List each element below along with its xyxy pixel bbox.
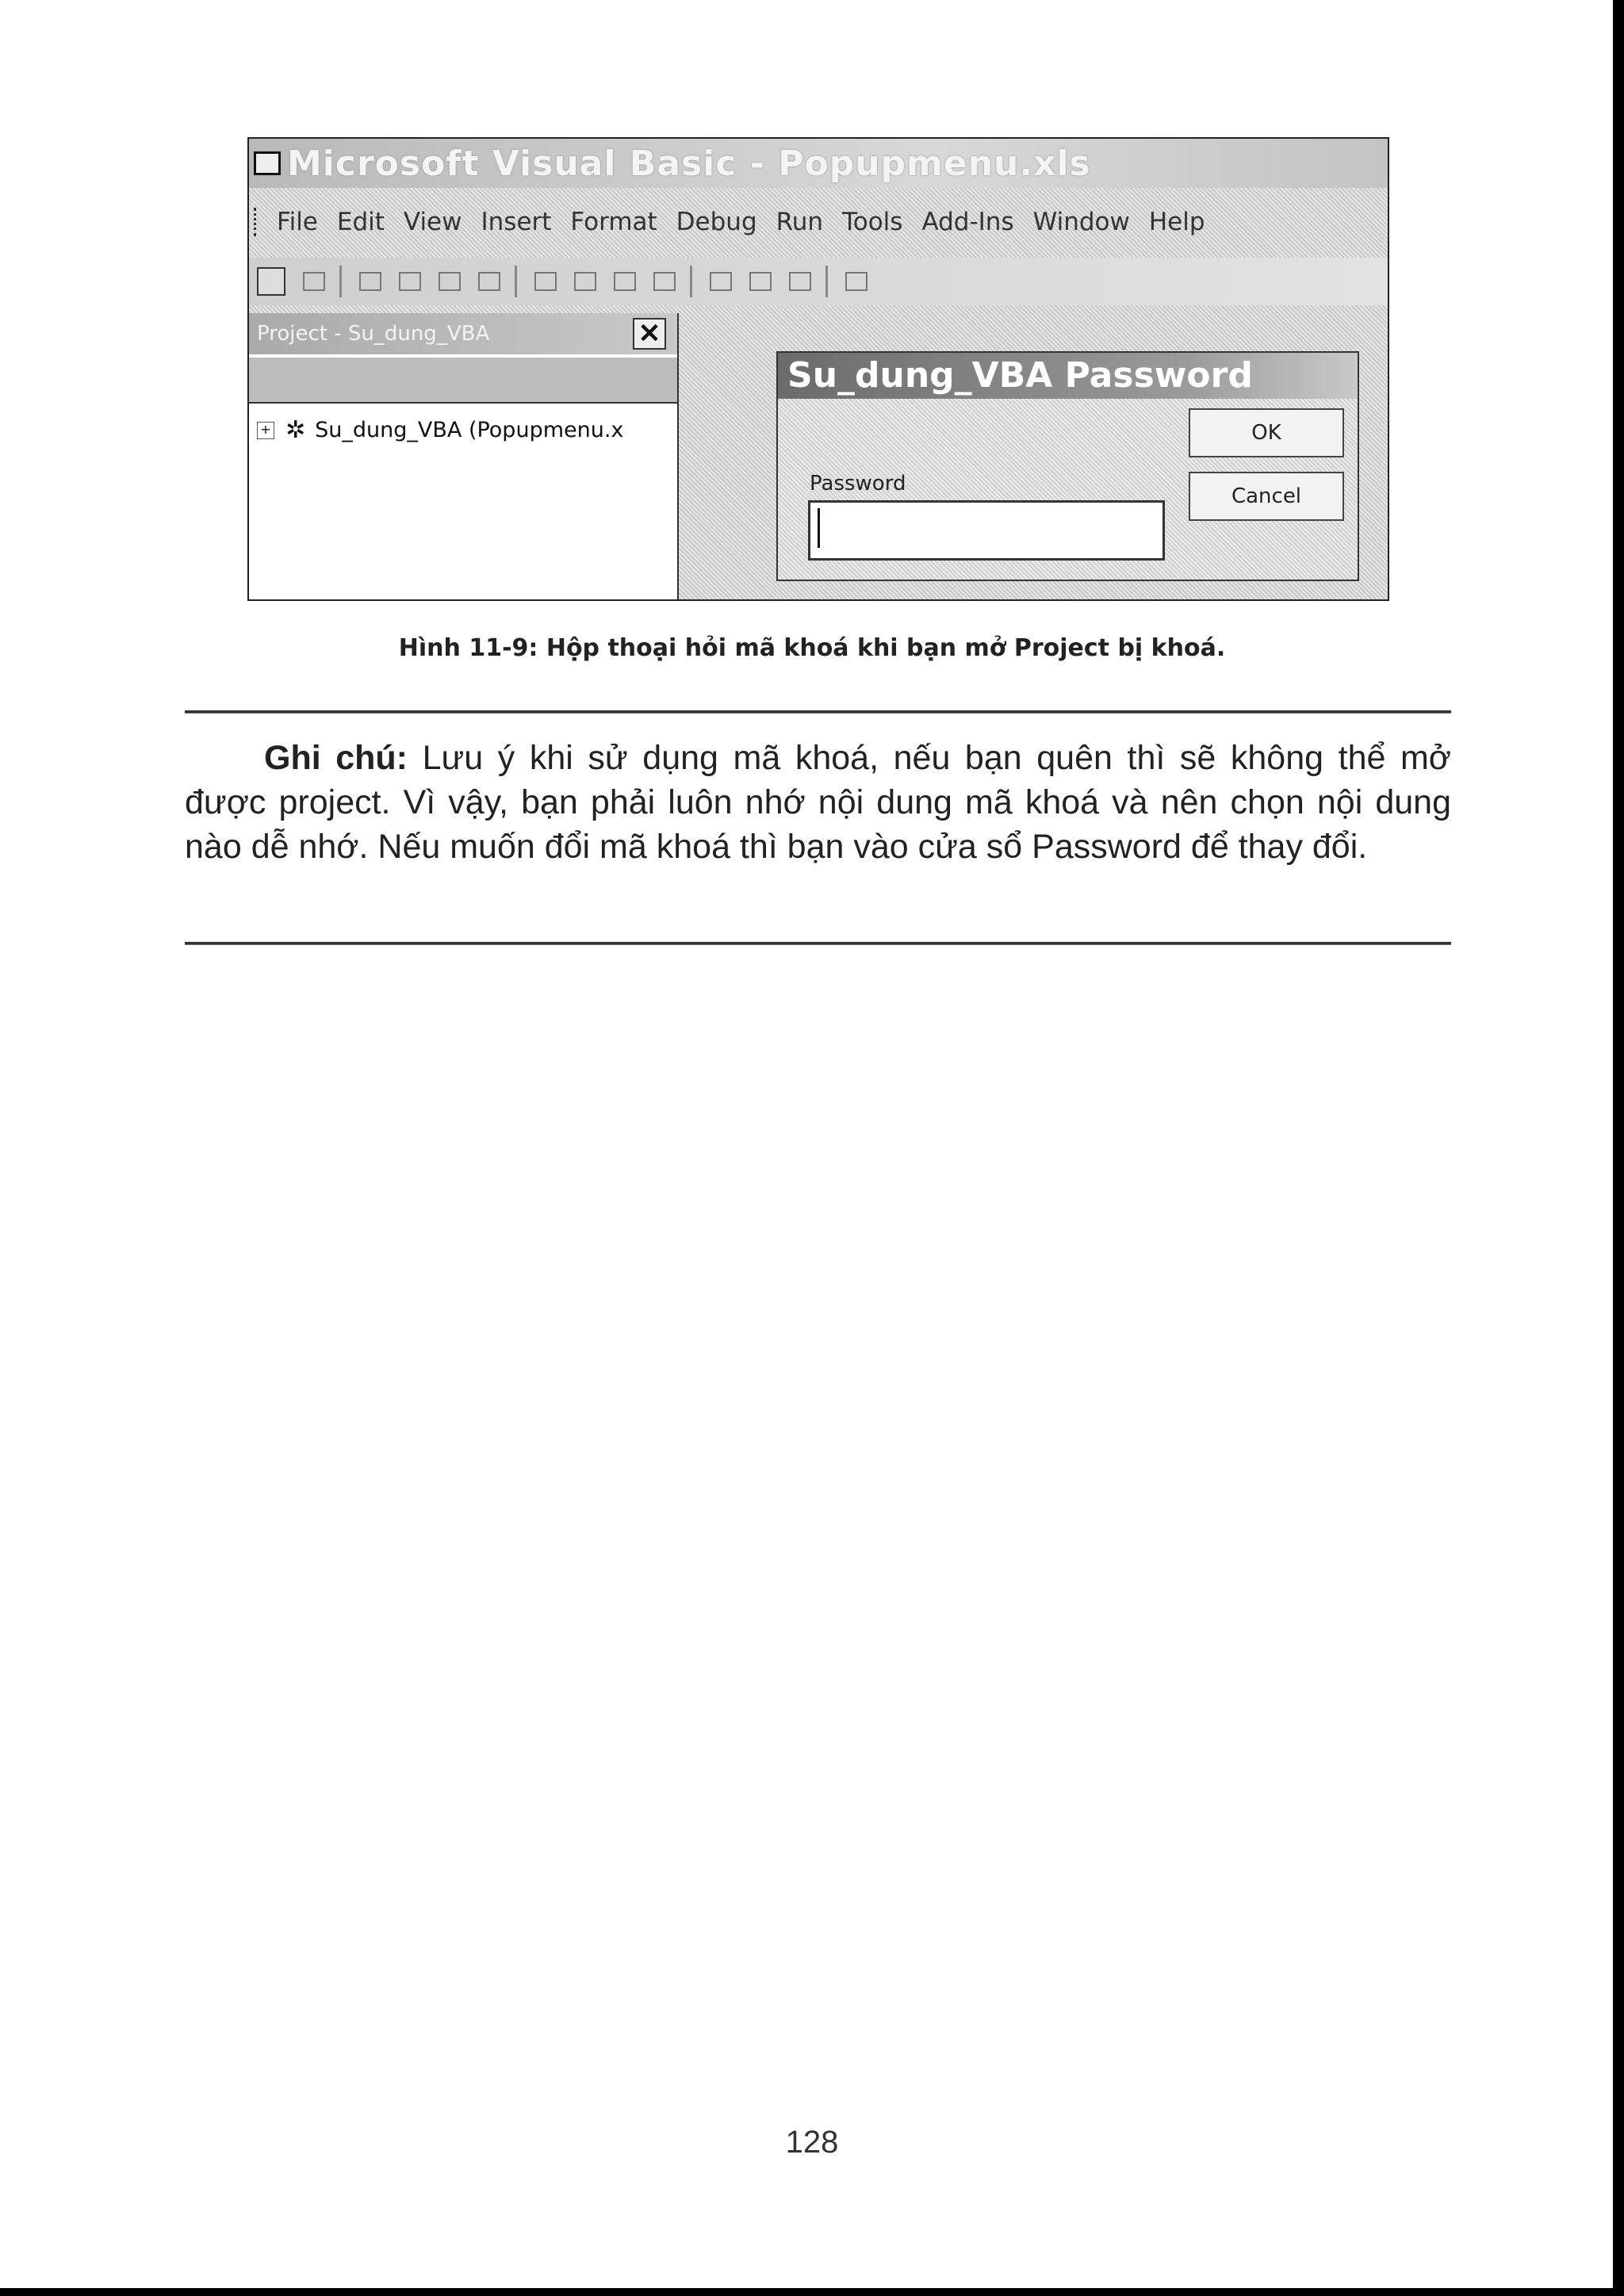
password-dialog	[776, 351, 1359, 581]
note-label: Ghi chú:	[264, 739, 408, 777]
note-bottom-rule	[185, 942, 1451, 945]
vba-app-icon	[254, 151, 281, 175]
project-explorer-panel	[249, 313, 679, 601]
menu-run[interactable]: Run	[776, 208, 824, 236]
menu-insert[interactable]: Insert	[481, 208, 552, 236]
toolbar-separator	[515, 266, 517, 297]
object-browser-icon[interactable]	[789, 272, 811, 291]
design-mode-icon[interactable]	[653, 272, 676, 291]
menu-format[interactable]: Format	[570, 208, 657, 236]
pause-icon[interactable]	[574, 272, 596, 291]
page-number: 128	[785, 2125, 839, 2160]
vba-project-icon: ✲	[285, 416, 306, 444]
menu-help[interactable]: Help	[1148, 208, 1205, 236]
menu-add-ins[interactable]: Add-Ins	[921, 208, 1014, 236]
cancel-button[interactable]: Cancel	[1189, 472, 1344, 521]
menu-bar	[249, 202, 1388, 242]
toolbar-separator	[339, 266, 342, 297]
text-caret	[818, 508, 820, 548]
note-top-rule	[185, 710, 1451, 714]
window-titlebar	[249, 139, 1388, 188]
project-panel-toolbar	[249, 358, 677, 404]
project-explorer-icon[interactable]	[710, 272, 732, 291]
run-icon[interactable]	[534, 272, 557, 291]
menu-view[interactable]: View	[403, 208, 462, 236]
tree-item-label: Su_dung_VBA (Popupmenu.x	[315, 418, 624, 442]
window-title: Microsoft Visual Basic - Popupmenu.xls	[287, 143, 1091, 184]
save-icon[interactable]	[359, 272, 381, 291]
password-label: Password	[810, 472, 906, 496]
project-panel-title: Project - Su_dung_VBA	[249, 313, 677, 354]
expand-icon[interactable]: +	[257, 422, 274, 439]
menu-tools[interactable]: Tools	[842, 208, 903, 236]
paste-icon[interactable]	[478, 272, 500, 291]
copy-icon[interactable]	[439, 272, 461, 291]
menubar-grip[interactable]	[254, 208, 264, 236]
page-edge-right	[1613, 0, 1624, 2296]
menu-file[interactable]: File	[277, 208, 318, 236]
password-dialog-title: Su_dung_VBA Password	[778, 353, 1358, 399]
toolbar-separator	[690, 266, 692, 297]
ok-button[interactable]: OK	[1189, 408, 1344, 457]
properties-icon[interactable]	[749, 272, 772, 291]
menu-debug[interactable]: Debug	[676, 208, 757, 236]
close-icon[interactable]: ✕	[633, 318, 666, 350]
figure-caption: Hình 11-9: Hộp thoại hỏi mã khoá khi bạn mở Project bị khoá.	[398, 634, 1226, 662]
toolbar-separator	[825, 266, 828, 297]
standard-toolbar	[249, 258, 1388, 305]
vba-screenshot-figure	[247, 137, 1389, 601]
menu-window[interactable]: Window	[1032, 208, 1130, 236]
cut-icon[interactable]	[399, 272, 421, 291]
note-paragraph	[185, 736, 1451, 869]
excel-view-icon[interactable]	[257, 267, 285, 296]
page-edge-bottom	[0, 2288, 1624, 2296]
help-icon[interactable]	[845, 272, 868, 291]
password-input[interactable]	[808, 500, 1165, 561]
reset-icon[interactable]	[614, 272, 636, 291]
tree-item-project[interactable]	[257, 416, 623, 444]
note-text: Lưu ý khi sử dụng mã khoá, nếu bạn quên thì sẽ không thể mở được project. Vì vậy, bạn phải luôn nhớ nội dung mã khoá và nên chọn nội dung nào dễ nhớ. Nếu muốn đổi mã khoá thì bạn vào cửa sổ Password để thay đổi.	[185, 739, 1451, 866]
menu-edit[interactable]: Edit	[336, 208, 385, 236]
insert-module-icon[interactable]	[303, 272, 325, 291]
